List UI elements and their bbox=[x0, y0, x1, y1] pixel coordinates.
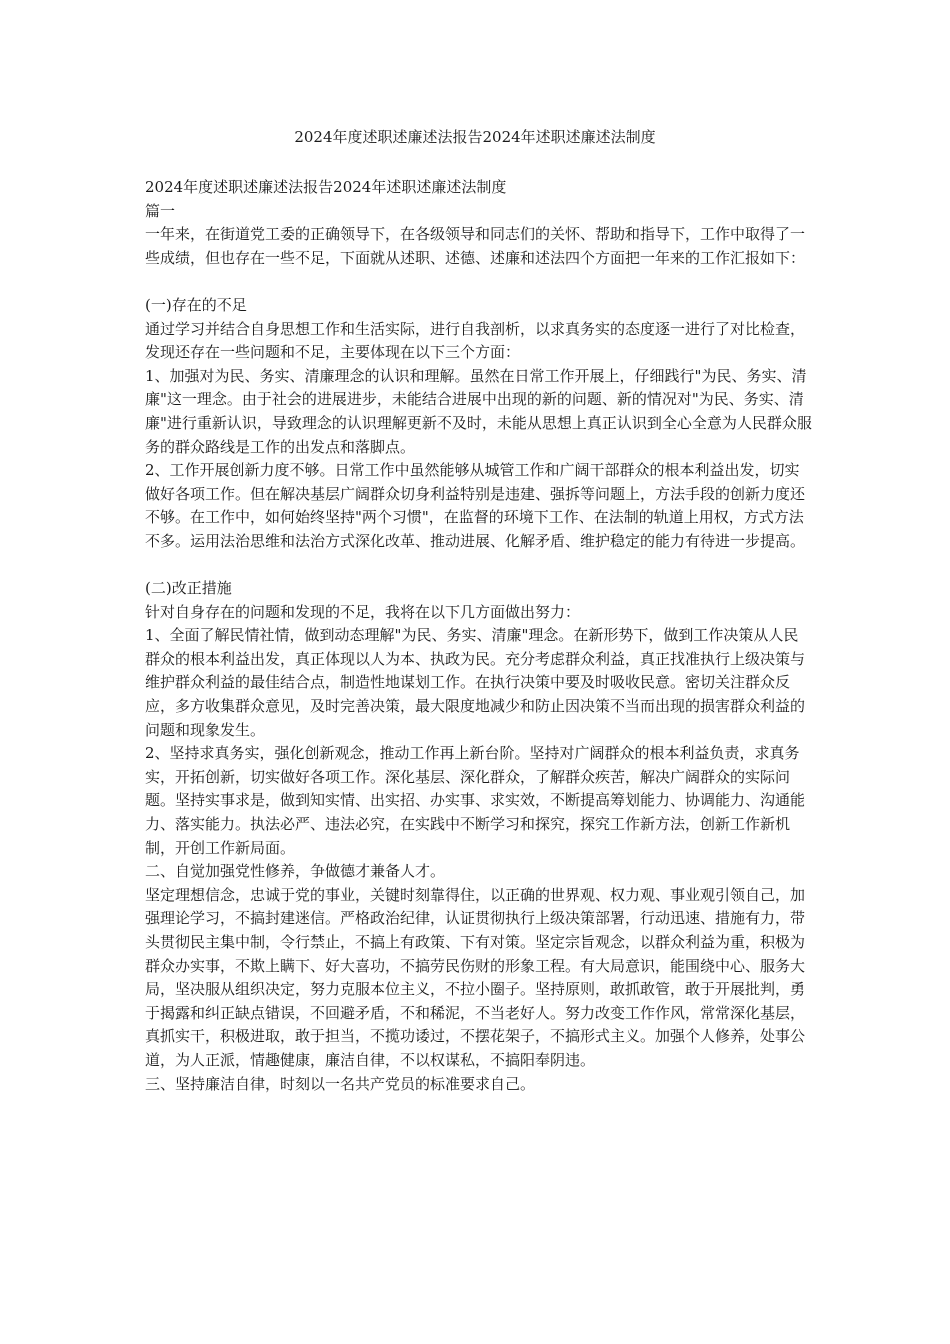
section-heading-shortcomings: (一)存在的不足 bbox=[145, 295, 247, 314]
measure-item-2: 2、坚持求真务实，强化创新观念，推动工作再上新台阶。坚持对广阔群众的根本利益负责，求真务实，开拓创新，切实做好各项工作。深化基层、深化群众，了解群众疾苦，解决广阔群众的实际问题。坚持实事求是，做到知实情、出实招、办实事、求实效，不断提高筹划能力、协调能力、沟通能力、落实能力。执法必严、违法必究，在实践中不断学习和探究，探究工作新方法，创新工作新机制，开创工作新局面。 bbox=[145, 744, 806, 857]
shortcoming-item-2: 2、工作开展创新力度不够。日常工作中虽然能够从城管工作和广阔干部群众的根本利益出发，切实做好各项工作。但在解决基层广阔群众切身利益特别是违建、强拆等问题上，方法手段的创新力度还不够。在工作中，如何始终坚持"两个习惯"，在监督的环境下工作、在法制的轨道上用权，方式方法不多。运用法治思维和法治方式深化改革、推动进展、化解矛盾、维护稳定的能力有待进一步提高。 bbox=[145, 461, 806, 550]
document-body bbox=[145, 176, 813, 1096]
document-title: 2024年度述职述廉述法报告2024年述职述廉述法制度 bbox=[294, 128, 656, 146]
section-lead-measures: 针对自身存在的问题和发现的不足，我将在以下几方面做出努力： bbox=[145, 602, 581, 621]
part-label: 篇一 bbox=[145, 201, 176, 220]
paragraph-gap bbox=[145, 270, 813, 294]
section-heading-measures: (二)改正措施 bbox=[145, 579, 232, 598]
section-heading-party-spirit: 二、自觉加强党性修养，争做德才兼备人才。 bbox=[145, 862, 446, 881]
section-lead-shortcomings: 通过学习并结合自身思想工作和生活实际，进行自我剖析，以求真务实的态度逐一进行了对比检查，发现还存在一些问题和不足，主要体现在以下三个方面： bbox=[145, 319, 806, 362]
paragraph-gap bbox=[145, 554, 813, 578]
party-spirit-paragraph: 坚定理想信念，忠诚于党的事业，关键时刻靠得住，以正确的世界观、权力观、事业观引领自己，加强理论学习，不搞封建迷信。严格政治纪律，认证贯彻执行上级决策部署，行动迅速、措施有力，带头贯彻民主集中制，令行禁止，不搞上有政策、下有对策。坚定宗旨观念，以群众利益为重，积极为群众办实事，不欺上瞒下、好大喜功，不搞劳民伤财的形象工程。有大局意识，能围绕中心、服务大局，坚决服从组织决定，努力克服本位主义，不拉小圈子。坚持原则，敢抓敢管，敢于开展批判，勇于揭露和纠正缺点错误，不回避矛盾，不和稀泥，不当老好人。努力改变工作作风，常常深化基层，真抓实干，积极进取，敢于担当，不揽功诿过，不摆花架子，不搞形式主义。加强个人修养，处事公道，为人正派，情趣健康，廉洁自律，不以权谋私，不搞阳奉阴违。 bbox=[145, 885, 806, 1069]
measure-item-1: 1、全面了解民情社情，做到动态理解"为民、务实、清廉"理念。在新形势下，做到工作决策从人民群众的根本利益出发，真正体现以人为本、执政为民。充分考虑群众利益，真正找准执行上级决策与维护群众利益的最佳结合点，制造性地谋划工作。在执行决策中要及时吸收民意。密切关注群众反应，多方收集群众意见，及时完善决策，最大限度地减少和防止因决策不当而出现的损害群众利益的问题和现象发生。 bbox=[145, 626, 806, 739]
intro-paragraph: 一年来，在街道党工委的正确领导下，在各级领导和同志们的关怀、帮助和指导下，工作中取得了一些成绩，但也存在一些不足，下面就从述职、述德、述廉和述法四个方面把一年来的工作汇报如下： bbox=[145, 225, 806, 267]
section-heading-integrity: 三、坚持廉洁自律，时刻以一名共产党员的标准要求自己。 bbox=[145, 1074, 536, 1093]
document-subtitle: 2024年度述职述廉述法报告2024年述职述廉述法制度 bbox=[145, 178, 507, 196]
shortcoming-item-1: 1、加强对为民、务实、清廉理念的认识和理解。虽然在日常工作开展上，仔细践行"为民、务实、清廉"这一理念。由于社会的进展进步，未能结合进展中出现的新的问题、新的情况对"为民、务实、清廉"进行重新认识，导致理念的认识理解更新不及时，未能从思想上真正认识到全心全意为人民群众服务的群众路线是工作的出发点和落脚点。 bbox=[145, 366, 812, 456]
